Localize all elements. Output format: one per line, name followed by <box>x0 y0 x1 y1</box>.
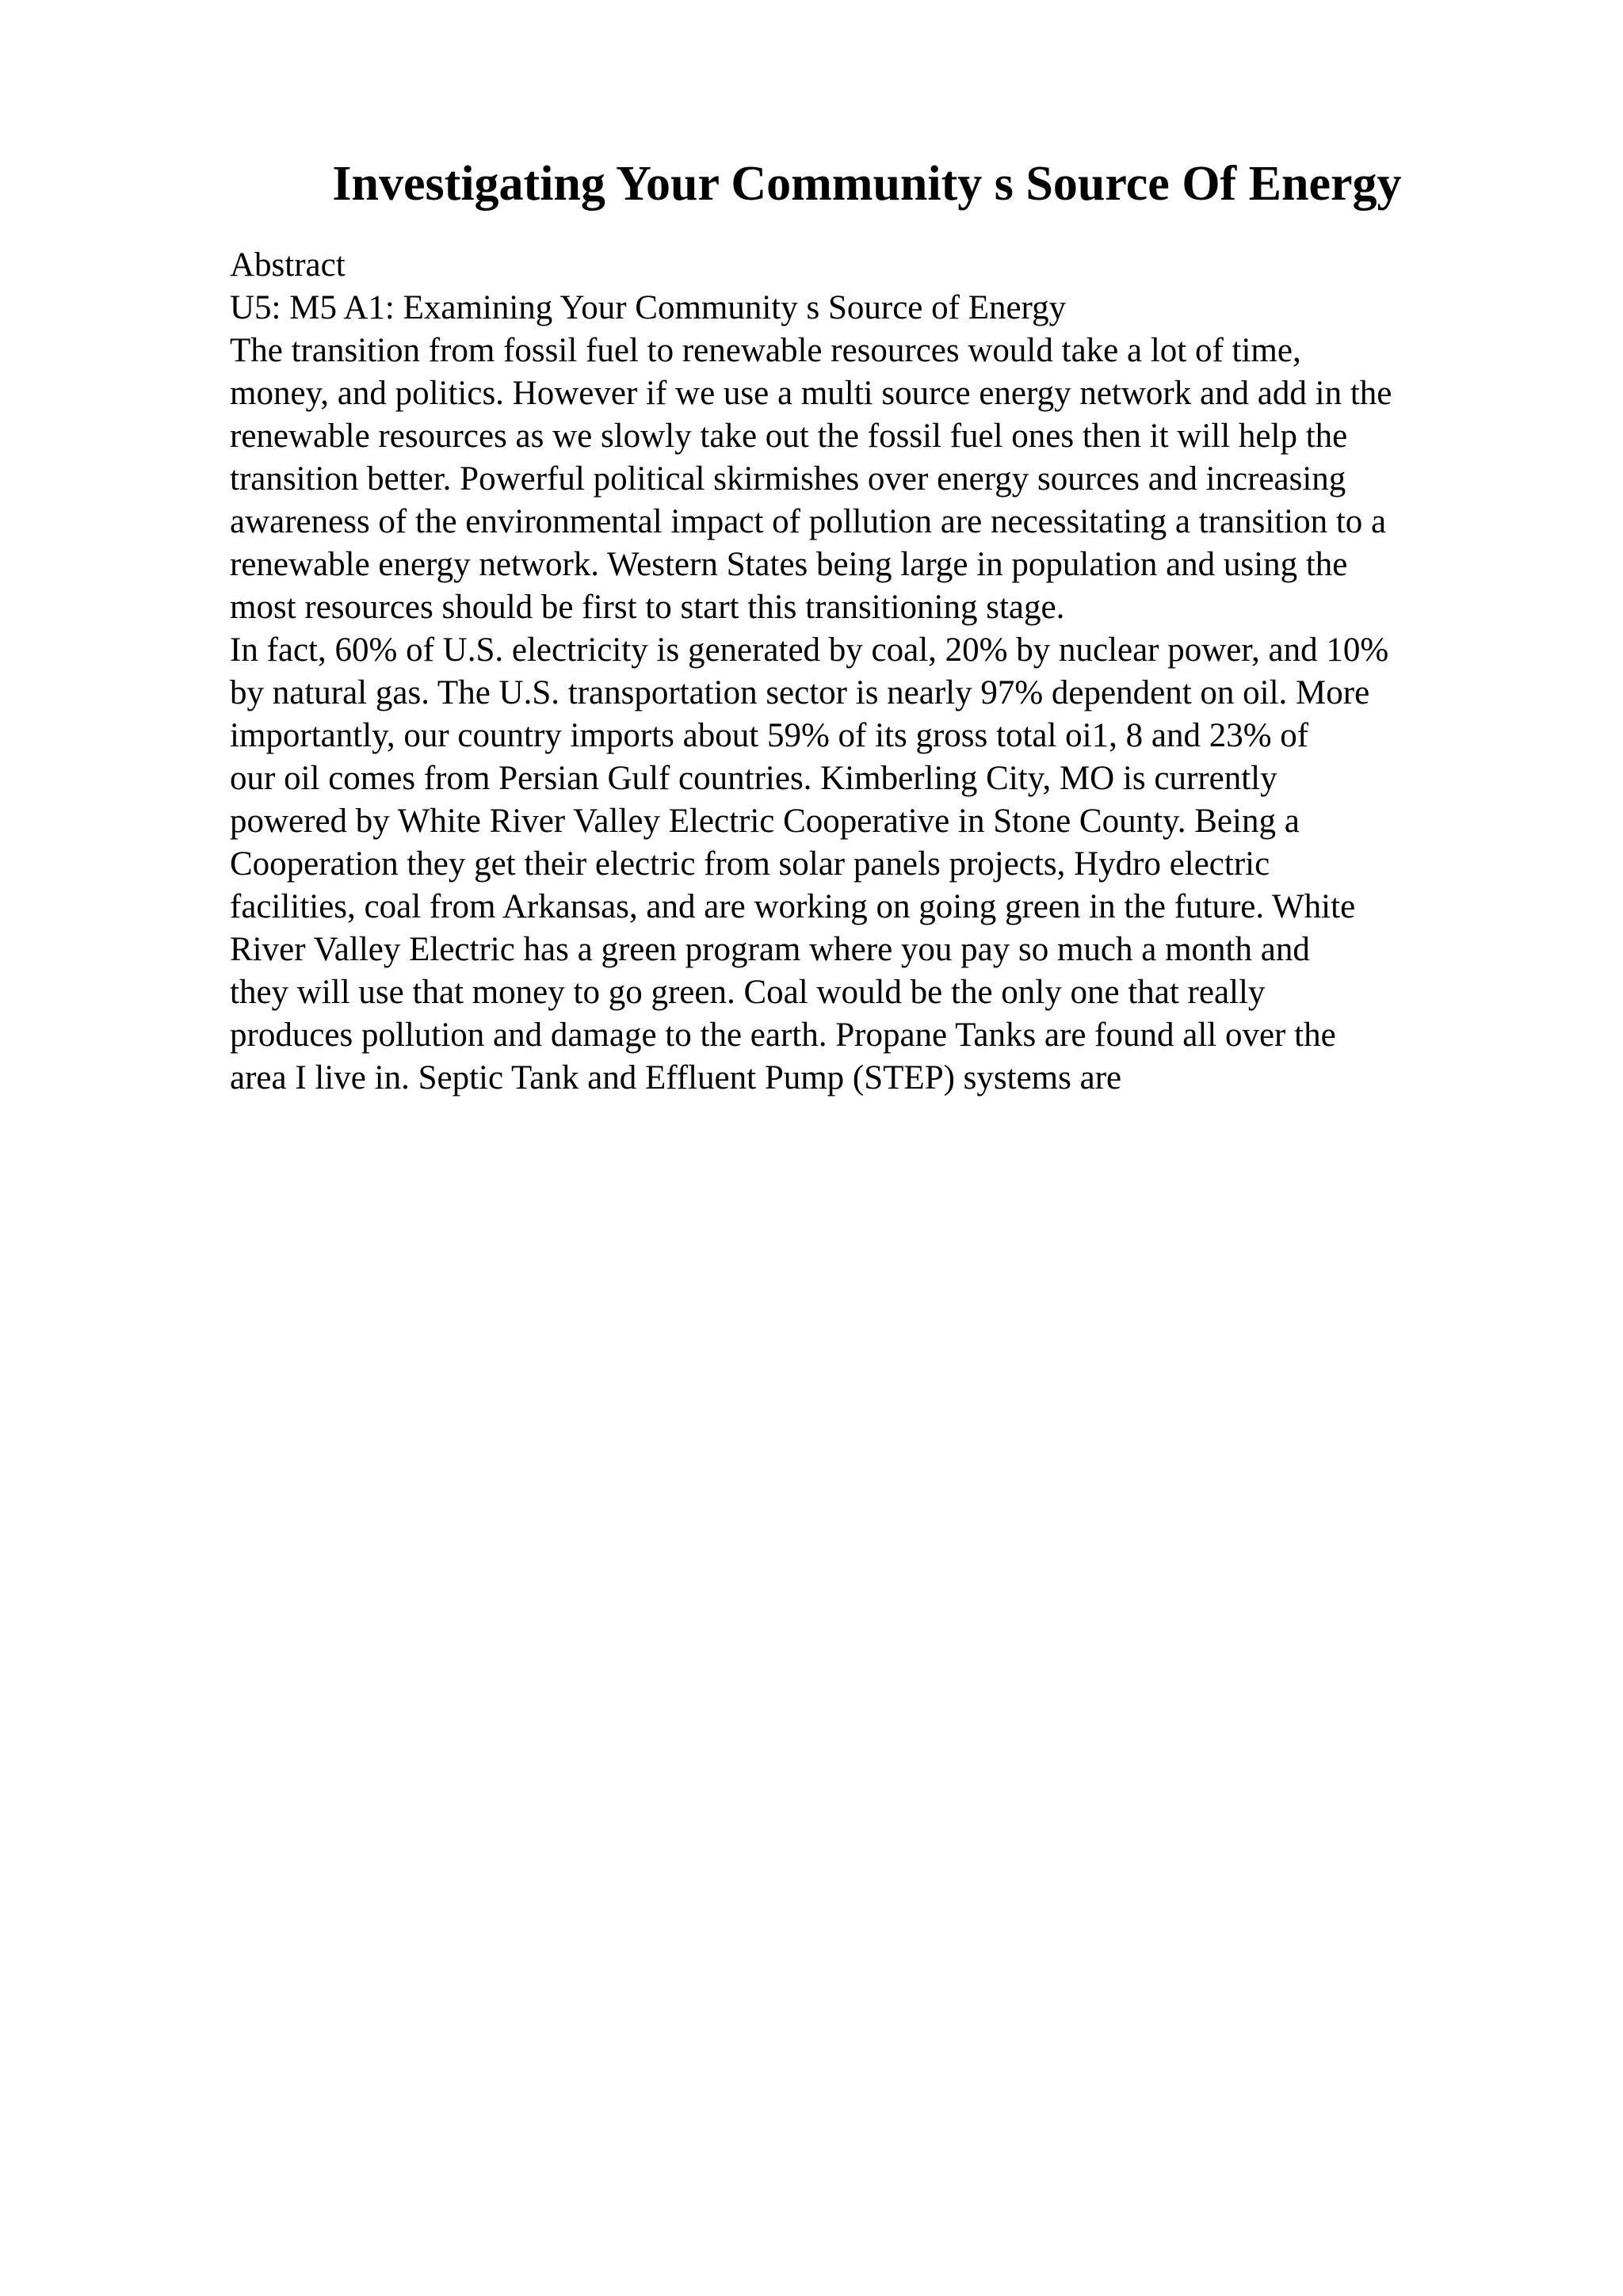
body-line: powered by White River Valley Electric Cooperative in Stone County. Being a <box>230 803 1300 840</box>
body-line: River Valley Electric has a green program where you pay so much a month and <box>230 931 1310 968</box>
document-title: Investigating Your Community s Source Of Energy <box>332 157 1402 211</box>
body-line: our oil comes from Persian Gulf countries. Kimberling City, MO is currently <box>230 760 1277 797</box>
body-line: facilities, coal from Arkansas, and are working on going green in the future. White <box>230 888 1356 925</box>
body-line: by natural gas. The U.S. transportation sector is nearly 97% dependent on oil. More <box>230 674 1370 711</box>
body-line: transition better. Powerful political skirmishes over energy sources and increasing <box>230 460 1346 498</box>
body-line: Cooperation they get their electric from solar panels projects, Hydro electric <box>230 845 1270 883</box>
body-line: money, and politics. However if we use a multi source energy network and add in the <box>230 375 1392 412</box>
body-line: produces pollution and damage to the earth. Propane Tanks are found all over the <box>230 1016 1336 1054</box>
body-line: importantly, our country imports about 59% of its gross total oi1, 8 and 23% of <box>230 717 1309 754</box>
body-line: they will use that money to go green. Coal would be the only one that really <box>230 974 1266 1011</box>
body-line: The transition from fossil fuel to renewable resources would take a lot of time, <box>230 332 1301 369</box>
body-line: awareness of the environmental impact of pollution are necessitating a transition to a <box>230 503 1387 540</box>
body-line: renewable resources as we slowly take out the fossil fuel ones then it will help the <box>230 418 1348 455</box>
body-line: renewable energy network. Western States being large in population and using the <box>230 546 1348 583</box>
body-line: In fact, 60% of U.S. electricity is generated by coal, 20% by nuclear power, and 10% <box>230 631 1389 669</box>
body-line: area I live in. Septic Tank and Effluent Pump (STEP) systems are <box>230 1059 1122 1097</box>
assignment-subtitle: U5: M5 A1: Examining Your Community s Source of Energy <box>230 289 1067 326</box>
abstract-heading: Abstract <box>230 246 346 284</box>
body-line: most resources should be first to start this transitioning stage. <box>230 589 1065 626</box>
document-body <box>230 244 1514 1100</box>
